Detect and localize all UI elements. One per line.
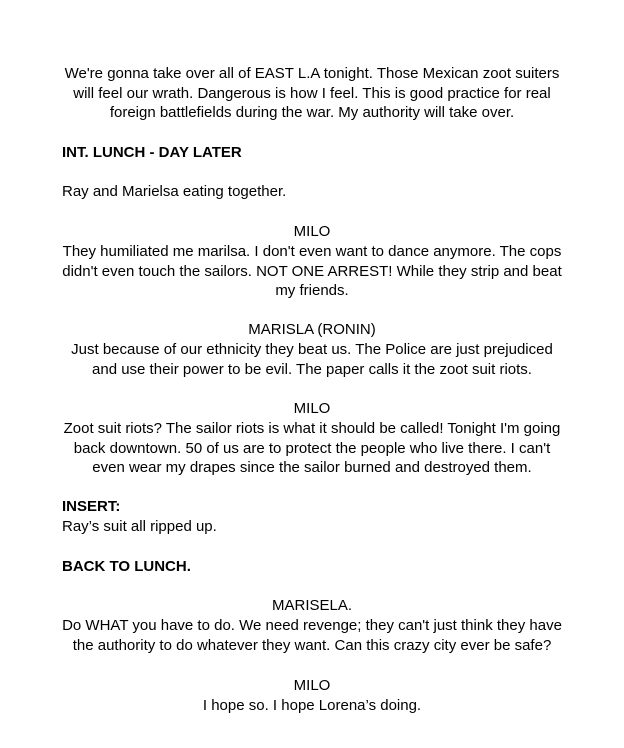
- insert-action: Ray’s suit all ripped up.: [62, 518, 217, 535]
- character-cue-marisla: MARISLA (RONIN): [248, 321, 376, 338]
- milo-dialogue-3: I hope so. I hope Lorena’s doing.: [202, 697, 422, 714]
- character-cue-milo-2: MILO: [293, 400, 331, 417]
- opening-dialogue: We're gonna take over all of EAST L.A tonight. Those Mexican zoot suiters will feel our wrath. Dangerous is how I feel. This is good practice for real foreign battlefields during the war. My authority will take over.: [64, 65, 560, 122]
- milo-dialogue-1: They humiliated me marilsa. I don't even want to dance anymore. The cops didn't even touch the sailors. NOT ONE ARREST! While they strip and beat my friends.: [62, 243, 562, 300]
- back-to-lunch-heading: BACK TO LUNCH.: [62, 558, 191, 575]
- milo-dialogue-2: Zoot suit riots? The sailor riots is what it should be called! Tonight I'm going back downtown. 50 of us are to protect the people who live there. I can't even wear my drapes since the sailor burned and destroyed them.: [63, 420, 561, 477]
- character-cue-marisela: MARISELA.: [271, 597, 353, 614]
- marisla-dialogue: Just because of our ethnicity they beat us. The Police are just prejudiced and use their power to be evil. The paper calls it the zoot suit riots.: [71, 341, 553, 378]
- character-cue-milo-1: MILO: [293, 223, 331, 240]
- action-ray-marielsa: Ray and Marielsa eating together.: [62, 183, 287, 200]
- marisela-dialogue: Do WHAT you have to do. We need revenge; they can't just think they have the authority to do whatever they want. Can this crazy city ever be safe?: [62, 617, 562, 654]
- insert-heading: INSERT:: [62, 498, 121, 515]
- character-cue-milo-3: MILO: [293, 677, 331, 694]
- scene-heading-lunch: INT. LUNCH - DAY LATER: [62, 144, 242, 161]
